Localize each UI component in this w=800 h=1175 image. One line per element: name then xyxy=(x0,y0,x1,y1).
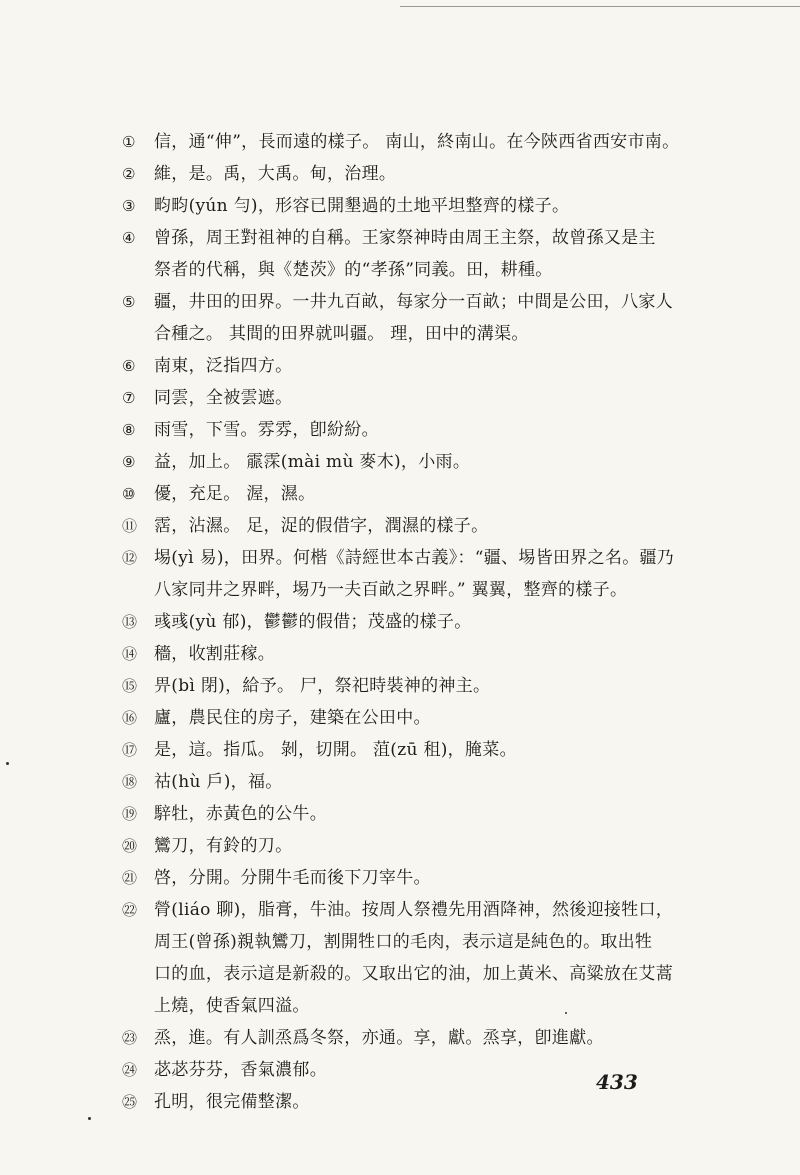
footnote-text xyxy=(154,222,682,286)
footnote-item xyxy=(122,1022,682,1054)
footnote-number: ① xyxy=(122,133,136,151)
footnote-line: 穡，收割莊稼。 xyxy=(154,644,276,664)
footnote-item xyxy=(122,286,682,350)
footnote-item xyxy=(122,638,682,670)
footnote-item xyxy=(122,862,682,894)
footnote-number: ⑮ xyxy=(122,677,138,695)
footnote-line: 雨雪，下雪。雰雰，卽紛紛。 xyxy=(154,420,379,440)
footnote-text xyxy=(154,734,682,766)
footnote-item xyxy=(122,670,682,702)
footnote-text xyxy=(154,862,682,894)
footnote-text xyxy=(154,382,682,414)
footnote-item xyxy=(122,446,682,478)
footnote-item xyxy=(122,798,682,830)
footnote-line: 維，是。禹，大禹。甸，治理。 xyxy=(154,164,397,184)
footnote-number: ㉔ xyxy=(122,1061,138,1079)
footnote-number: ③ xyxy=(122,197,136,215)
footnote-line: 南東，泛指四方。 xyxy=(154,356,293,376)
footnote-text xyxy=(154,350,682,382)
footnote-line: 廬，農民住的房子，建築在公田中。 xyxy=(154,708,431,728)
footnote-number: ⑤ xyxy=(122,293,136,311)
footnote-line: 鸞刀，有鈴的刀。 xyxy=(154,836,293,856)
footnote-item xyxy=(122,734,682,766)
footnote-item xyxy=(122,414,682,446)
footnote-number: ⑳ xyxy=(122,837,138,855)
footnote-item xyxy=(122,702,682,734)
footnote-item xyxy=(122,158,682,190)
footnote-line: 上燒，使香氣四溢。 xyxy=(154,996,310,1016)
footnote-number: ⑨ xyxy=(122,453,136,471)
footnote-item xyxy=(122,766,682,798)
footnote-text xyxy=(154,830,682,862)
footnote-line: 信，通“伸”，長而遠的樣子。 南山，終南山。在今陝西省西安市南。 xyxy=(154,132,680,152)
footnote-line: 是，這。指瓜。 剝，切開。 菹(zū 租)，腌菜。 xyxy=(154,740,517,760)
footnote-line: 烝，進。有人訓烝爲冬祭，亦通。享，獻。烝享，卽進獻。 xyxy=(154,1028,604,1048)
footnote-text xyxy=(154,414,682,446)
footnote-item xyxy=(122,382,682,414)
footnote-number: ⑪ xyxy=(122,517,138,535)
footnote-number: ② xyxy=(122,165,136,183)
footnote-line: 啓，分開。分開牛毛而後下刀宰牛。 xyxy=(154,868,431,888)
footnote-line: 同雲，全被雲遮。 xyxy=(154,388,293,408)
footnote-text xyxy=(154,894,682,1022)
footnote-number: ㉒ xyxy=(122,901,138,919)
footnote-number: ⑭ xyxy=(122,645,138,663)
footnote-line: 彧彧(yù 郁)，鬱鬱的假借；茂盛的樣子。 xyxy=(154,612,472,632)
top-rule xyxy=(400,6,800,7)
footnote-line: 孔明，很完備整潔。 xyxy=(154,1092,310,1112)
footnote-number: ⑫ xyxy=(122,549,138,567)
footnote-text xyxy=(154,158,682,190)
page-number: 433 xyxy=(596,1070,638,1094)
scan-speck xyxy=(88,1117,91,1120)
footnote-item xyxy=(122,126,682,158)
footnote-line: 苾苾芬芬，香氣濃郁。 xyxy=(154,1060,327,1080)
footnote-text xyxy=(154,1022,682,1054)
footnote-text xyxy=(154,638,682,670)
footnote-line: 霑，沾濕。 足，浞的假借字，潤濕的樣子。 xyxy=(154,516,489,536)
footnote-item xyxy=(122,894,682,1022)
footnote-line: 口的血，表示這是新殺的。又取出它的油，加上黃米、高粱放在艾蒿 xyxy=(154,964,673,984)
footnote-text xyxy=(154,126,682,158)
footnote-line: 祜(hù 戶)，福。 xyxy=(154,772,283,792)
footnote-line: 優，充足。 渥，濕。 xyxy=(154,484,316,504)
scan-speck xyxy=(565,1012,567,1014)
footnote-number: ⑬ xyxy=(122,613,138,631)
footnote-item xyxy=(122,350,682,382)
footnote-text xyxy=(154,286,682,350)
footnote-number: ⑥ xyxy=(122,357,136,375)
footnote-item xyxy=(122,222,682,286)
footnote-text xyxy=(154,510,682,542)
footnote-text xyxy=(154,702,682,734)
footnote-item xyxy=(122,510,682,542)
footnote-line: 八家同井之界畔，埸乃一夫百畝之界畔。” 翼翼，整齊的樣子。 xyxy=(154,580,628,600)
footnote-text xyxy=(154,606,682,638)
footnote-line: 益，加上。 霢霂(mài mù 麥木)，小雨。 xyxy=(154,452,471,472)
footnote-text xyxy=(154,798,682,830)
footnotes-list xyxy=(122,126,682,1118)
footnote-item xyxy=(122,190,682,222)
footnote-text xyxy=(154,542,682,606)
footnote-item xyxy=(122,830,682,862)
footnote-line: 疆，井田的田界。一井九百畝，每家分一百畝；中間是公田，八家人 xyxy=(154,292,673,312)
footnote-line: 騂牡，赤黃色的公牛。 xyxy=(154,804,327,824)
footnote-line: 周王(曾孫)親執鸞刀，割開牲口的毛肉，表示這是純色的。取出牲 xyxy=(154,932,653,952)
footnote-text xyxy=(154,478,682,510)
footnote-number: ㉓ xyxy=(122,1029,138,1047)
footnote-text xyxy=(154,446,682,478)
footnote-line: 祭者的代稱，與《楚茨》的“孝孫”同義。田，耕種。 xyxy=(154,260,553,280)
footnote-item xyxy=(122,542,682,606)
footnote-text xyxy=(154,190,682,222)
footnote-number: ⑰ xyxy=(122,741,138,759)
footnote-number: ④ xyxy=(122,229,136,247)
scan-speck xyxy=(6,762,9,765)
footnote-line: 埸(yì 易)，田界。何楷《詩經世本古義》：“疆、埸皆田界之名。疆乃 xyxy=(154,548,675,568)
footnote-item xyxy=(122,478,682,510)
footnote-line: 膋(liáo 聊)，脂膏，牛油。按周人祭禮先用酒降神，然後迎接牲口， xyxy=(154,900,674,920)
footnote-text xyxy=(154,766,682,798)
footnote-number: ⑯ xyxy=(122,709,138,727)
footnote-number: ⑩ xyxy=(122,485,136,503)
footnote-line: 畀(bì 閉)，給予。 尸，祭祀時裝神的神主。 xyxy=(154,676,491,696)
footnote-number: ⑦ xyxy=(122,389,136,407)
footnote-number: ㉕ xyxy=(122,1093,138,1111)
footnote-text xyxy=(154,670,682,702)
footnote-number: ⑲ xyxy=(122,805,138,823)
footnote-line: 合種之。 其間的田界就叫疆。 理，田中的溝渠。 xyxy=(154,324,529,344)
footnote-number: ㉑ xyxy=(122,869,138,887)
footnote-line: 畇畇(yún 勻)，形容已開墾過的土地平坦整齊的樣子。 xyxy=(154,196,570,216)
footnote-number: ⑧ xyxy=(122,421,136,439)
footnote-line: 曾孫，周王對祖神的自稱。王家祭神時由周王主祭，故曾孫又是主 xyxy=(154,228,656,248)
footnote-item xyxy=(122,606,682,638)
footnote-number: ⑱ xyxy=(122,773,138,791)
